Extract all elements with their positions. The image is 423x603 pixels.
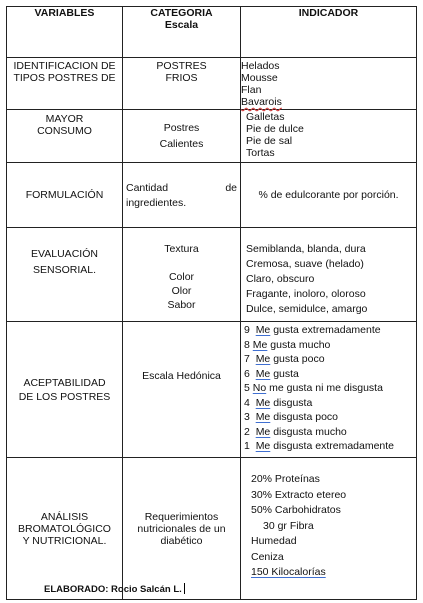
indicador-cell bbox=[241, 163, 417, 228]
variable-line: CONSUMO bbox=[37, 125, 92, 137]
categoria-cell bbox=[123, 163, 241, 228]
table-row bbox=[7, 110, 417, 163]
table-row bbox=[7, 322, 417, 458]
variable-line: EVALUACIÓN bbox=[31, 248, 98, 260]
categoria-line: Olor bbox=[171, 285, 192, 297]
hedonic-scale-item: 7 Me gusta poco bbox=[244, 353, 325, 365]
categoria-cell bbox=[123, 322, 241, 458]
indicador-cell bbox=[241, 110, 417, 163]
categoria-cell bbox=[123, 228, 241, 322]
footer-text: ELABORADO: Rocio Salcán L. bbox=[44, 584, 182, 595]
variable-cell bbox=[7, 322, 123, 458]
variable-line: BROMATOLÓGICO bbox=[18, 522, 111, 535]
indicador-line: 30% Extracto etereo bbox=[251, 488, 347, 501]
categoria-word: Cantidad bbox=[126, 181, 169, 194]
hedonic-scale-item: 8 Me gusta mucho bbox=[244, 338, 331, 351]
variable-line: IDENTIFICACION DE bbox=[13, 60, 116, 72]
indicador-cell bbox=[241, 228, 417, 322]
categoria-line: FRIOS bbox=[165, 72, 198, 84]
categoria-line bbox=[123, 256, 240, 270]
variable-line: SENSORIAL. bbox=[32, 264, 97, 276]
indicador-line: Pie de sal bbox=[246, 135, 293, 147]
variable-line: FORMULACIÓN bbox=[25, 189, 104, 201]
header-variables: VARIABLES bbox=[7, 7, 123, 58]
variable-line: ACEPTABILIDAD bbox=[23, 376, 106, 389]
hedonic-scale-item: 5 No me gusta ni me disgusta bbox=[244, 382, 383, 394]
indicador-line: Tortas bbox=[246, 147, 275, 159]
variable-line: ANÁLISIS bbox=[40, 510, 89, 523]
indicador-line: % de edulcorante por porción. bbox=[258, 189, 399, 201]
indicador-line: Galletas bbox=[246, 111, 285, 123]
categoria-line: Color bbox=[168, 271, 195, 283]
categoria-cell bbox=[123, 58, 241, 110]
categoria-line: POSTRES bbox=[156, 60, 207, 72]
categoria-line: Textura bbox=[164, 243, 199, 255]
categoria-line: nutricionales de un bbox=[137, 522, 226, 535]
variable-line: TIPOS POSTRES DE bbox=[13, 72, 116, 84]
categoria-line: Requerimientos bbox=[144, 510, 219, 523]
indicador-line: Claro, obscuro bbox=[246, 273, 315, 285]
variable-line: MAYOR bbox=[45, 113, 84, 125]
footer-author bbox=[44, 583, 185, 595]
table-row bbox=[7, 228, 417, 322]
indicador-cell bbox=[241, 458, 417, 600]
indicador-cell bbox=[241, 322, 417, 458]
variable-cell bbox=[7, 110, 123, 163]
indicador-line: Mousse bbox=[241, 72, 278, 84]
table-row bbox=[7, 163, 417, 228]
categoria-line: Sabor bbox=[167, 299, 196, 311]
indicador-line: Semiblanda, blanda, dura bbox=[246, 243, 366, 255]
variable-cell bbox=[7, 458, 123, 600]
variable-cell bbox=[7, 58, 123, 110]
indicador-line: Ceniza bbox=[251, 550, 284, 563]
categoria-justified-line bbox=[123, 182, 240, 194]
indicador-line: 50% Carbohidratos bbox=[251, 504, 341, 516]
hedonic-scale-item: 2 Me disgusta mucho bbox=[244, 425, 347, 438]
header-escala-label: Escala bbox=[164, 19, 199, 31]
variables-table bbox=[6, 6, 417, 600]
indicador-line: Cremosa, suave (helado) bbox=[246, 258, 364, 270]
indicador-line: Humedad bbox=[251, 535, 297, 547]
indicador-line: Bavarois bbox=[241, 96, 282, 108]
table-row bbox=[7, 58, 417, 110]
categoria-line: ingredientes. bbox=[126, 196, 187, 209]
indicador-line: 20% Proteínas bbox=[251, 473, 320, 485]
hedonic-scale-item: 6 Me gusta bbox=[244, 367, 299, 380]
variable-cell bbox=[7, 228, 123, 322]
indicador-line: 30 gr Fibra bbox=[263, 519, 314, 532]
categoria-line: Escala Hedónica bbox=[142, 370, 221, 382]
indicador-line: Flan bbox=[241, 84, 262, 96]
variable-line: Y NUTRICIONAL. bbox=[22, 534, 107, 547]
indicador-line: Pie de dulce bbox=[246, 123, 304, 135]
variable-line: DE LOS POSTRES bbox=[18, 390, 111, 403]
indicador-line: Dulce, semidulce, amargo bbox=[246, 303, 368, 315]
hedonic-scale-item: 9 Me gusta extremadamente bbox=[244, 324, 381, 336]
header-categoria-label: CATEGORIA bbox=[150, 7, 213, 19]
variable-cell bbox=[7, 163, 123, 228]
text-cursor bbox=[184, 583, 185, 594]
categoria-cell bbox=[123, 458, 241, 600]
table-row bbox=[7, 458, 417, 600]
hedonic-scale-item: 4 Me disgusta bbox=[244, 396, 313, 409]
categoria-word: de bbox=[225, 181, 237, 194]
indicador-line: 150 Kilocalorías bbox=[251, 566, 326, 578]
header-categoria bbox=[123, 7, 241, 58]
categoria-line: Postres bbox=[163, 122, 200, 134]
header-row bbox=[7, 7, 417, 58]
indicador-line: Helados bbox=[241, 60, 280, 72]
categoria-cell bbox=[123, 110, 241, 163]
categoria-line: Calientes bbox=[159, 138, 204, 150]
header-indicador: INDICADOR bbox=[241, 7, 417, 58]
indicador-cell bbox=[241, 58, 417, 110]
hedonic-scale-item: 3 Me disgusta poco bbox=[244, 411, 338, 423]
indicador-line: Fragante, inoloro, oloroso bbox=[246, 288, 366, 300]
hedonic-scale-item: 1 Me disgusta extremadamente bbox=[244, 440, 395, 452]
categoria-line: diabético bbox=[160, 534, 203, 547]
